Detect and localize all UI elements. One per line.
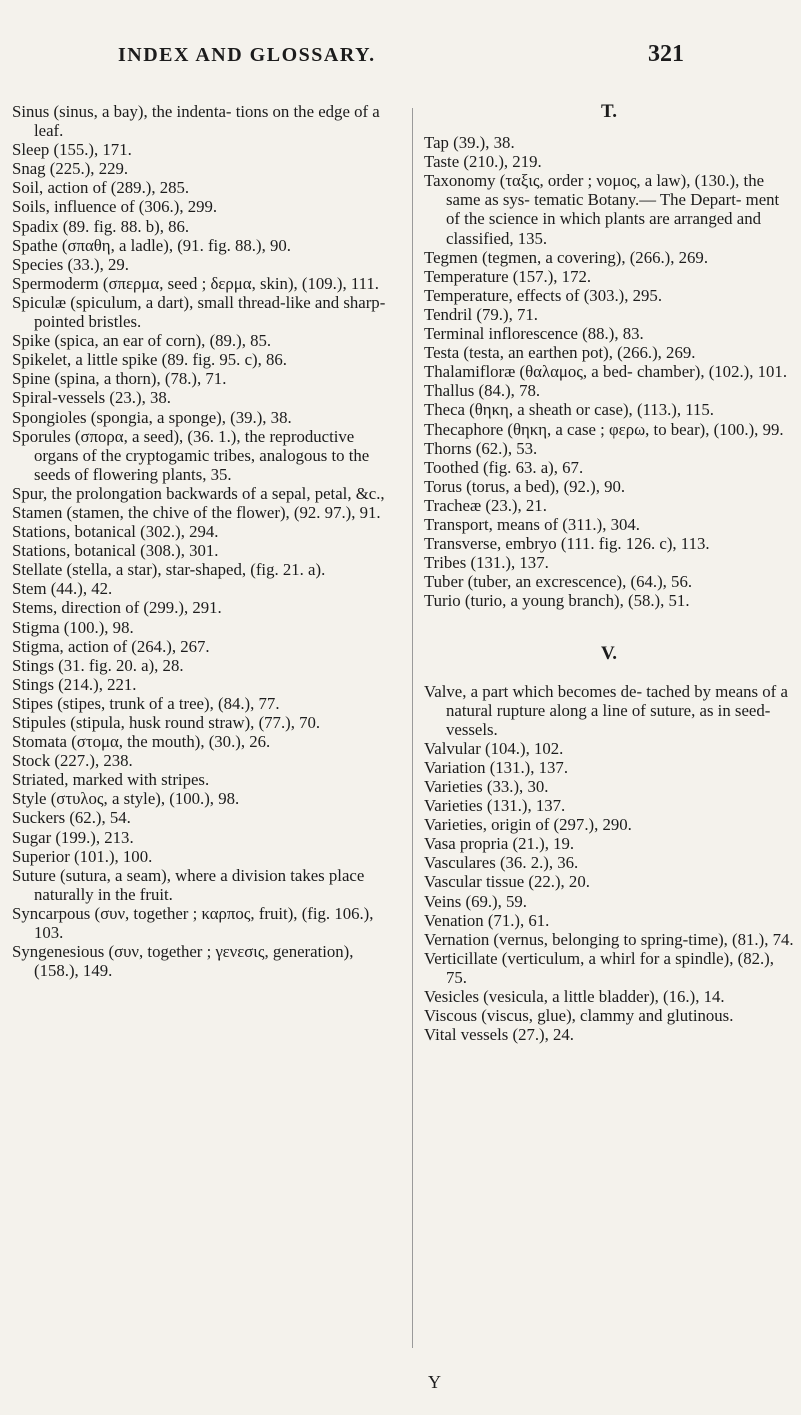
- index-entry: Spiculæ (spiculum, a dart), small thread-like and sharp-pointed bristles.: [12, 292, 386, 332]
- index-entry: Turio (turio, a young branch), (58.), 51.: [424, 591, 690, 611]
- right-column: [424, 102, 794, 1044]
- index-entry: Syncarpous (συν, together ; καρπος, fruit), (fig. 106.), 103.: [12, 903, 374, 943]
- index-entry: Suckers (62.), 54.: [12, 808, 131, 828]
- t-entries: [424, 133, 794, 610]
- index-entry: Tendril (79.), 71.: [424, 304, 538, 324]
- index-entry: Soil, action of (289.), 285.: [12, 178, 190, 198]
- index-entry: Tuber (tuber, an excrescence), (64.), 56.: [424, 572, 693, 592]
- index-entry: Striated, marked with stripes.: [12, 770, 210, 790]
- index-entry: Stations, botanical (302.), 294.: [12, 522, 219, 542]
- signature-mark: Y: [428, 1372, 441, 1392]
- index-entry: Stems, direction of (299.), 291.: [12, 598, 222, 618]
- index-entry: Spikelet, a little spike (89. fig. 95. c), 86.: [12, 350, 287, 370]
- index-entry: Thecaphore (θηκη, a case ; φερω, to bear), (100.), 99.: [424, 419, 784, 439]
- index-entry: Vasculares (36. 2.), 36.: [424, 853, 579, 873]
- index-entry: Syngenesious (συν, together ; γενεσις, generation), (158.), 149.: [12, 942, 354, 981]
- index-entry: Torus (torus, a bed), (92.), 90.: [424, 476, 626, 496]
- index-entry: Tracheæ (23.), 21.: [424, 495, 547, 515]
- index-entry: Variation (131.), 137.: [424, 757, 569, 777]
- index-entry: Thorns (62.), 53.: [424, 438, 538, 458]
- index-entry: Veins (69.), 59.: [424, 891, 528, 911]
- index-entry: Vital vessels (27.), 24.: [424, 1025, 574, 1045]
- index-entry: Stigma (100.), 98.: [12, 617, 134, 637]
- index-entry: Taxonomy (ταξις, order ; νομος, a law), (130.), the same as sys- tematic Botany.— The Depart- ment of the science in which plants are arranged and classified, 135.: [424, 171, 780, 248]
- index-entry: Thalamifloræ (θαλαμος, a bed- chamber), (102.), 101.: [424, 362, 788, 382]
- index-entry: Terminal inflorescence (88.), 83.: [424, 324, 644, 344]
- index-entry: Snag (225.), 229.: [12, 159, 129, 179]
- index-entry: Spine (spina, a thorn), (78.), 71.: [12, 369, 227, 389]
- index-entry: Vesicles (vesicula, a little bladder), (16.), 14.: [424, 987, 725, 1007]
- page-header: [0, 10, 801, 80]
- index-entry: Sleep (155.), 171.: [12, 140, 132, 160]
- index-entry: Transverse, embryo (111. fig. 126. c), 113.: [424, 534, 710, 554]
- index-entry: Thallus (84.), 78.: [424, 381, 541, 401]
- index-entry: Taste (210.), 219.: [424, 152, 542, 172]
- index-entry: Stipes (stipes, trunk of a tree), (84.), 77.: [12, 693, 280, 713]
- index-entry: Stem (44.), 42.: [12, 579, 113, 599]
- index-entry: Spike (spica, an ear of corn), (89.), 85.: [12, 331, 272, 351]
- section-letter-t: T.: [600, 101, 617, 122]
- index-entry: Style (στυλος, a style), (100.), 98.: [12, 789, 240, 809]
- index-entry: Temperature, effects of (303.), 295.: [424, 285, 663, 305]
- index-entry: Spermoderm (σπερμα, seed ; δερμα, skin), (109.), 111.: [12, 273, 379, 293]
- index-entry: Verticillate (verticulum, a whirl for a spindle), (82.), 75.: [424, 948, 774, 987]
- index-entry: Viscous (viscus, glue), clammy and glutinous.: [424, 1006, 734, 1026]
- running-title: INDEX AND GLOSSARY.: [118, 44, 376, 66]
- index-entry: Tribes (131.), 137.: [424, 553, 549, 573]
- index-entry: Sugar (199.), 213.: [12, 827, 134, 847]
- index-entry: Species (33.), 29.: [12, 254, 129, 274]
- section-letter-v: V.: [600, 643, 618, 665]
- page-number: 321: [648, 41, 684, 67]
- index-entry: Temperature (157.), 172.: [424, 266, 592, 286]
- index-entry: Spongioles (spongia, a sponge), (39.), 38.: [12, 407, 292, 427]
- index-entry: Stomata (στομα, the mouth), (30.), 26.: [12, 732, 271, 752]
- index-entry: Spathe (σπαθη, a ladle), (91. fig. 88.), 90.: [12, 235, 291, 255]
- index-entry: Spur, the prolongation backwards of a sepal, petal, &c.,: [12, 483, 385, 503]
- index-entry: Spadix (89. fig. 88. b), 86.: [12, 216, 190, 236]
- column-divider: [412, 108, 413, 1348]
- index-entry: Superior (101.), 100.: [12, 846, 153, 866]
- index-entry: Sinus (sinus, a bay), the indenta- tions on the edge of a leaf.: [12, 102, 380, 141]
- index-entry: Sporules (σπορα, a seed), (36. 1.), the reproductive organs of the cryptogamic tribes, analogous to the seeds of flowering plants, 35.: [12, 426, 370, 484]
- index-entry: Stings (214.), 221.: [12, 674, 137, 694]
- index-entry: Stings (31. fig. 20. a), 28.: [12, 655, 184, 675]
- index-entry: Tegmen (tegmen, a covering), (266.), 269.: [424, 247, 709, 267]
- index-entry: Venation (71.), 61.: [424, 910, 550, 930]
- index-entry: Vernation (vernus, belonging to spring-time), (81.), 74.: [424, 929, 794, 949]
- index-entry: Toothed (fig. 63. a), 67.: [424, 457, 584, 477]
- left-column: [12, 102, 402, 980]
- index-entry: Testa (testa, an earthen pot), (266.), 269.: [424, 343, 696, 363]
- index-entry: Stipules (stipula, husk round straw), (77.), 70.: [12, 713, 321, 732]
- index-entry: Spiral-vessels (23.), 38.: [12, 388, 171, 408]
- index-entry: Varieties (33.), 30.: [424, 777, 549, 796]
- index-entry: Stations, botanical (308.), 301.: [12, 541, 219, 561]
- index-entry: Tap (39.), 38.: [424, 133, 515, 153]
- index-entry: Vasa propria (21.), 19.: [424, 834, 575, 854]
- index-entry: Stamen (stamen, the chive of the flower), (92. 97.), 91.: [12, 502, 381, 522]
- index-entry: Soils, influence of (306.), 299.: [12, 197, 218, 217]
- index-entry: Valvular (104.), 102.: [424, 738, 564, 758]
- index-entry: Varieties, origin of (297.), 290.: [424, 815, 632, 835]
- index-entry: Valve, a part which becomes de- tached by means of a natural rupture along a line of suture, as in seed-vessels.: [424, 681, 788, 739]
- index-entry: Stock (227.), 238.: [12, 751, 133, 771]
- index-entry: Transport, means of (311.), 304.: [424, 514, 640, 534]
- index-entry: Stigma, action of (264.), 267.: [12, 636, 210, 656]
- index-entry: Stellate (stella, a star), star-shaped, (fig. 21. a).: [12, 560, 326, 580]
- index-entry: Theca (θηκη, a sheath or case), (113.), 115.: [424, 400, 715, 420]
- index-entry: Suture (sutura, a seam), where a division takes place naturally in the fruit.: [12, 865, 365, 904]
- index-entry: Varieties (131.), 137.: [424, 796, 566, 816]
- v-entries: [424, 682, 794, 1045]
- index-entry: Vascular tissue (22.), 20.: [424, 872, 590, 892]
